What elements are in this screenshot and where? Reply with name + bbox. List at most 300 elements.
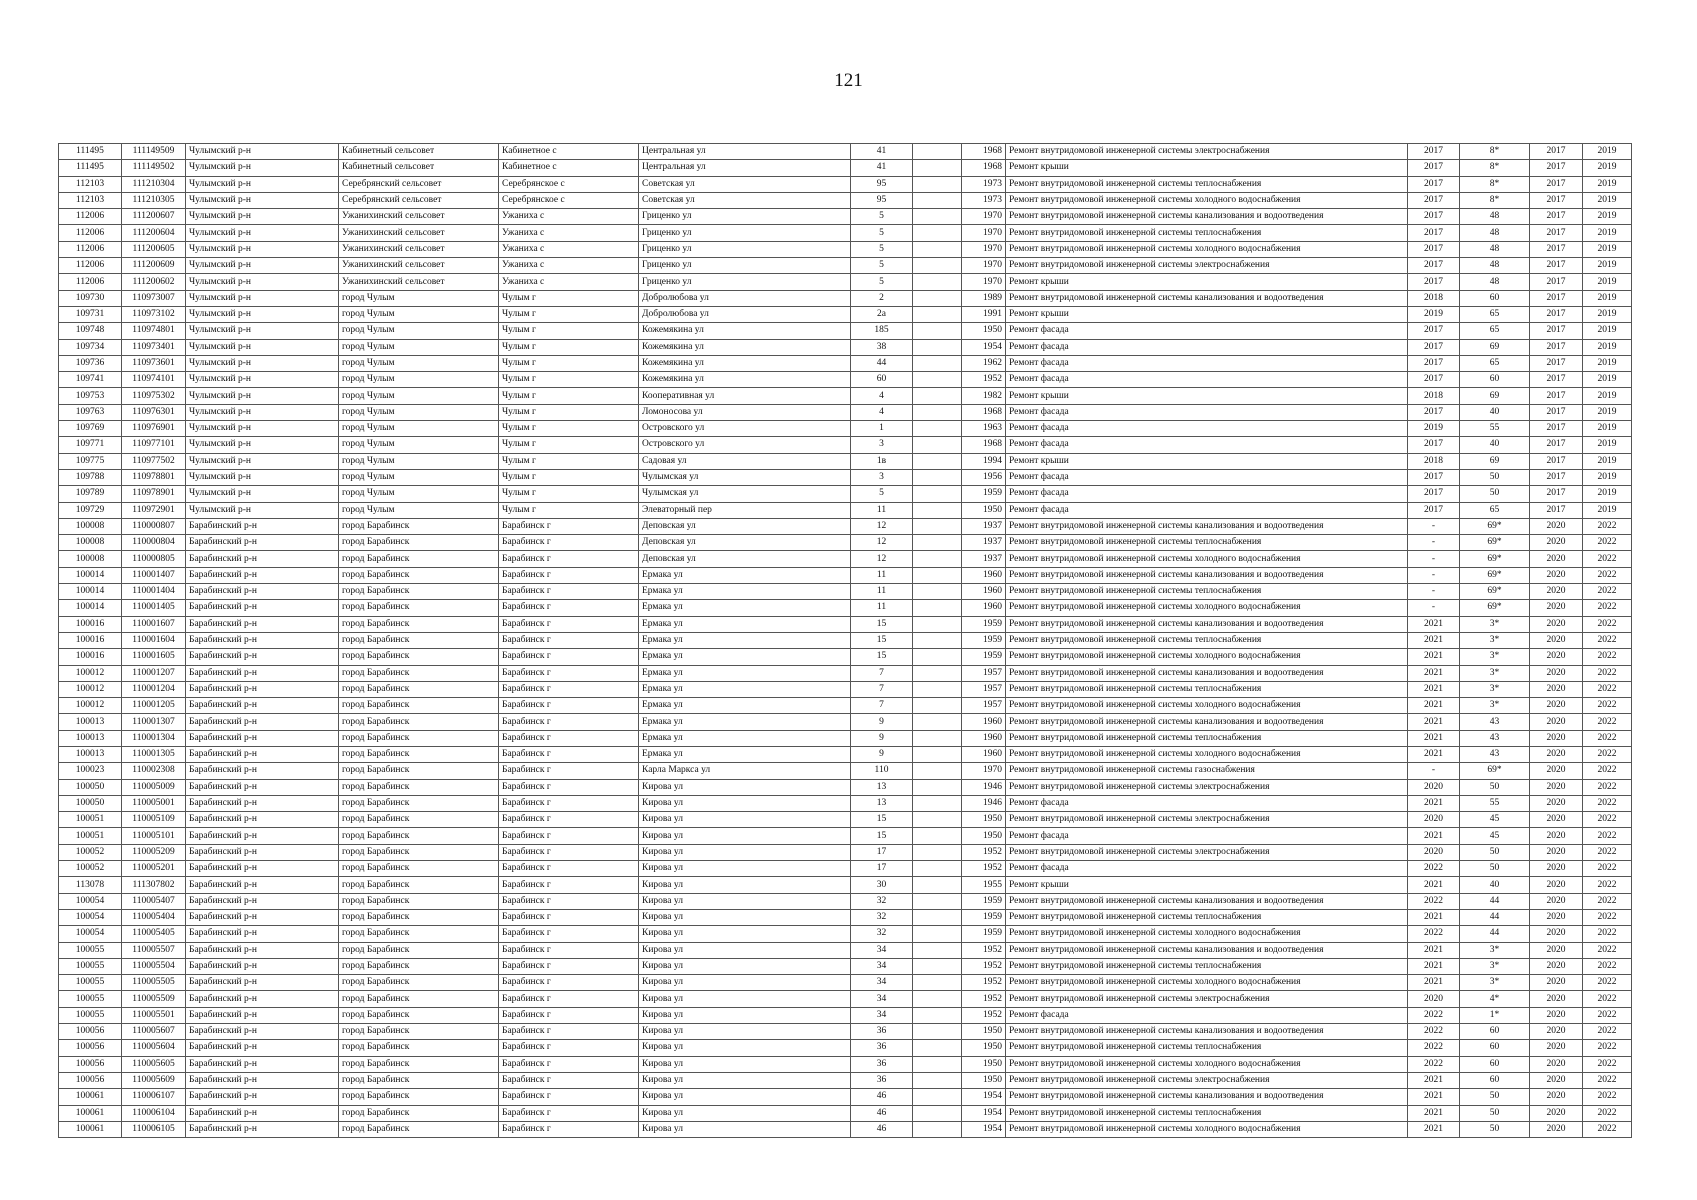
cell-building (913, 290, 962, 306)
cell-wear-percent: 55 (1460, 421, 1530, 437)
cell-wear-percent: 55 (1460, 795, 1530, 811)
cell-year-built: 1960 (962, 584, 1006, 600)
cell-settlement: Чулым г (499, 486, 639, 502)
cell-building (913, 1089, 962, 1105)
cell-settlement: Чулым г (499, 372, 639, 388)
cell-planned-year: 2021 (1408, 730, 1460, 746)
cell-building (913, 1040, 962, 1056)
cell-year-built: 1937 (962, 535, 1006, 551)
cell-wear-percent: 60 (1460, 1024, 1530, 1040)
cell-municipality: город Барабинск (339, 1105, 499, 1121)
cell-house-id: 100050 (59, 779, 122, 795)
table-row (59, 1105, 1632, 1121)
cell-planned-year: 2017 (1408, 486, 1460, 502)
cell-wear-percent: 48 (1460, 274, 1530, 290)
cell-year-built: 1950 (962, 1072, 1006, 1088)
cell-work-type: Ремонт внутридомовой инженерной системы канализования и водоотведения (1006, 209, 1408, 225)
cell-house-number: 15 (851, 812, 913, 828)
cell-house-number: 5 (851, 274, 913, 290)
table-row (59, 192, 1632, 208)
cell-planned-year: 2018 (1408, 388, 1460, 404)
cell-work-type: Ремонт внутридомовой инженерной системы электроснабжения (1006, 779, 1408, 795)
table-row (59, 844, 1632, 860)
table-row (59, 339, 1632, 355)
cell-wear-percent: 48 (1460, 225, 1530, 241)
cell-house-number: 30 (851, 877, 913, 893)
cell-work-type: Ремонт внутридомовой инженерной системы канализования и водоотведения (1006, 893, 1408, 909)
cell-municipality: город Барабинск (339, 681, 499, 697)
cell-settlement: Кабинетное с (499, 144, 639, 160)
cell-work-id: 110005509 (122, 991, 186, 1007)
cell-wear-percent: 50 (1460, 1089, 1530, 1105)
cell-planned-year: 2021 (1408, 649, 1460, 665)
cell-planned-year: - (1408, 535, 1460, 551)
table-row (59, 942, 1632, 958)
cell-building (913, 453, 962, 469)
cell-settlement: Барабинск г (499, 681, 639, 697)
cell-house-id: 100013 (59, 714, 122, 730)
cell-house-number: 17 (851, 861, 913, 877)
cell-period-start: 2017 (1530, 339, 1583, 355)
cell-street: Ермака ул (639, 681, 851, 697)
cell-period-end: 2019 (1583, 388, 1632, 404)
cell-house-number: 9 (851, 746, 913, 762)
cell-period-start: 2020 (1530, 991, 1583, 1007)
cell-work-type: Ремонт внутридомовой инженерной системы электроснабжения (1006, 844, 1408, 860)
cell-work-id: 110001304 (122, 730, 186, 746)
cell-year-built: 1970 (962, 274, 1006, 290)
cell-house-id: 109763 (59, 404, 122, 420)
cell-house-id: 100051 (59, 812, 122, 828)
cell-municipality: город Барабинск (339, 616, 499, 632)
cell-house-number: 5 (851, 225, 913, 241)
cell-work-type: Ремонт внутридомовой инженерной системы электроснабжения (1006, 1072, 1408, 1088)
cell-district: Барабинский р-н (186, 518, 339, 534)
cell-period-start: 2017 (1530, 323, 1583, 339)
cell-period-start: 2017 (1530, 355, 1583, 371)
cell-street: Кирова ул (639, 1040, 851, 1056)
cell-work-type: Ремонт внутридомовой инженерной системы теплоснабжения (1006, 535, 1408, 551)
cell-work-type: Ремонт внутридомовой инженерной системы теплоснабжения (1006, 681, 1408, 697)
cell-settlement: Барабинск г (499, 1056, 639, 1072)
cell-year-built: 1994 (962, 453, 1006, 469)
cell-work-type: Ремонт внутридомовой инженерной системы теплоснабжения (1006, 176, 1408, 192)
cell-house-number: 95 (851, 192, 913, 208)
cell-work-id: 110978901 (122, 486, 186, 502)
cell-wear-percent: 69* (1460, 518, 1530, 534)
table-row (59, 763, 1632, 779)
cell-building (913, 893, 962, 909)
cell-year-built: 1954 (962, 1105, 1006, 1121)
cell-building (913, 649, 962, 665)
cell-year-built: 1950 (962, 1024, 1006, 1040)
cell-wear-percent: 43 (1460, 730, 1530, 746)
cell-wear-percent: 3* (1460, 616, 1530, 632)
cell-municipality: Ужанихинский сельсовет (339, 209, 499, 225)
cell-building (913, 404, 962, 420)
cell-street: Кирова ул (639, 942, 851, 958)
cell-street: Кирова ул (639, 1105, 851, 1121)
table-row (59, 372, 1632, 388)
cell-municipality: Серебрянский сельсовет (339, 176, 499, 192)
cell-planned-year: - (1408, 584, 1460, 600)
cell-work-id: 110005507 (122, 942, 186, 958)
cell-year-built: 1952 (962, 861, 1006, 877)
cell-district: Барабинский р-н (186, 632, 339, 648)
cell-street: Кирова ул (639, 812, 851, 828)
cell-house-number: 13 (851, 779, 913, 795)
cell-work-type: Ремонт фасада (1006, 421, 1408, 437)
cell-building (913, 909, 962, 925)
cell-period-end: 2022 (1583, 632, 1632, 648)
cell-year-built: 1959 (962, 616, 1006, 632)
cell-period-end: 2022 (1583, 649, 1632, 665)
cell-district: Чулымский р-н (186, 306, 339, 322)
cell-street: Островского ул (639, 421, 851, 437)
cell-district: Барабинский р-н (186, 1007, 339, 1023)
cell-house-number: 41 (851, 160, 913, 176)
cell-street: Добролюбова ул (639, 306, 851, 322)
cell-settlement: Чулым г (499, 290, 639, 306)
cell-settlement: Чулым г (499, 323, 639, 339)
table-row (59, 681, 1632, 697)
table-body (59, 144, 1632, 1138)
table-row (59, 795, 1632, 811)
cell-settlement: Барабинск г (499, 714, 639, 730)
cell-year-built: 1956 (962, 469, 1006, 485)
cell-house-number: 36 (851, 1056, 913, 1072)
cell-house-number: 1в (851, 453, 913, 469)
cell-house-id: 100023 (59, 763, 122, 779)
cell-district: Барабинский р-н (186, 861, 339, 877)
cell-district: Чулымский р-н (186, 502, 339, 518)
table-row (59, 958, 1632, 974)
cell-work-id: 110005605 (122, 1056, 186, 1072)
cell-year-built: 1959 (962, 893, 1006, 909)
table-row (59, 975, 1632, 991)
cell-planned-year: 2021 (1408, 665, 1460, 681)
cell-house-number: 17 (851, 844, 913, 860)
cell-building (913, 1072, 962, 1088)
cell-house-number: 1 (851, 421, 913, 437)
cell-street: Ермака ул (639, 616, 851, 632)
cell-work-id: 110005201 (122, 861, 186, 877)
cell-district: Барабинский р-н (186, 844, 339, 860)
cell-period-end: 2019 (1583, 258, 1632, 274)
cell-planned-year: - (1408, 567, 1460, 583)
cell-district: Барабинский р-н (186, 600, 339, 616)
cell-planned-year: 2021 (1408, 1072, 1460, 1088)
cell-wear-percent: 50 (1460, 861, 1530, 877)
cell-house-id: 100008 (59, 518, 122, 534)
cell-period-start: 2020 (1530, 665, 1583, 681)
cell-wear-percent: 8* (1460, 144, 1530, 160)
cell-period-start: 2020 (1530, 584, 1583, 600)
cell-street: Деповская ул (639, 518, 851, 534)
cell-house-number: 95 (851, 176, 913, 192)
cell-settlement: Барабинск г (499, 763, 639, 779)
cell-planned-year: 2019 (1408, 306, 1460, 322)
cell-house-number: 12 (851, 535, 913, 551)
table-row (59, 437, 1632, 453)
cell-period-end: 2022 (1583, 1089, 1632, 1105)
cell-planned-year: 2020 (1408, 779, 1460, 795)
cell-house-id: 100061 (59, 1089, 122, 1105)
cell-street: Кирова ул (639, 779, 851, 795)
cell-wear-percent: 65 (1460, 306, 1530, 322)
cell-work-type: Ремонт крыши (1006, 453, 1408, 469)
cell-settlement: Барабинск г (499, 926, 639, 942)
cell-year-built: 1955 (962, 877, 1006, 893)
cell-house-number: 11 (851, 600, 913, 616)
cell-period-start: 2017 (1530, 306, 1583, 322)
cell-municipality: город Барабинск (339, 942, 499, 958)
cell-work-type: Ремонт внутридомовой инженерной системы канализования и водоотведения (1006, 1024, 1408, 1040)
cell-year-built: 1952 (962, 958, 1006, 974)
cell-wear-percent: 43 (1460, 746, 1530, 762)
cell-house-id: 100016 (59, 616, 122, 632)
cell-year-built: 1963 (962, 421, 1006, 437)
cell-building (913, 421, 962, 437)
cell-year-built: 1973 (962, 192, 1006, 208)
cell-street: Ермака ул (639, 698, 851, 714)
cell-municipality: город Барабинск (339, 795, 499, 811)
cell-district: Барабинский р-н (186, 746, 339, 762)
cell-wear-percent: 69* (1460, 551, 1530, 567)
cell-district: Чулымский р-н (186, 225, 339, 241)
cell-street: Кожемякина ул (639, 323, 851, 339)
cell-work-id: 110005505 (122, 975, 186, 991)
cell-settlement: Барабинск г (499, 909, 639, 925)
cell-building (913, 502, 962, 518)
cell-municipality: город Барабинск (339, 1007, 499, 1023)
cell-year-built: 1982 (962, 388, 1006, 404)
cell-period-start: 2017 (1530, 469, 1583, 485)
cell-municipality: город Чулым (339, 421, 499, 437)
cell-municipality: город Чулым (339, 323, 499, 339)
cell-wear-percent: 50 (1460, 779, 1530, 795)
cell-work-type: Ремонт внутридомовой инженерной системы электроснабжения (1006, 812, 1408, 828)
cell-house-number: 2 (851, 290, 913, 306)
cell-period-start: 2020 (1530, 518, 1583, 534)
cell-house-id: 100008 (59, 551, 122, 567)
cell-period-end: 2022 (1583, 567, 1632, 583)
cell-building (913, 861, 962, 877)
table-row (59, 518, 1632, 534)
cell-district: Барабинский р-н (186, 926, 339, 942)
cell-settlement: Кабинетное с (499, 160, 639, 176)
cell-municipality: Кабинетный сельсовет (339, 144, 499, 160)
cell-year-built: 1960 (962, 567, 1006, 583)
cell-year-built: 1950 (962, 323, 1006, 339)
cell-period-end: 2019 (1583, 486, 1632, 502)
cell-work-type: Ремонт фасада (1006, 323, 1408, 339)
cell-work-type: Ремонт внутридомовой инженерной системы холодного водоснабжения (1006, 649, 1408, 665)
cell-work-type: Ремонт фасада (1006, 437, 1408, 453)
cell-district: Чулымский р-н (186, 355, 339, 371)
cell-district: Барабинский р-н (186, 812, 339, 828)
cell-year-built: 1952 (962, 991, 1006, 1007)
cell-period-start: 2020 (1530, 600, 1583, 616)
cell-municipality: город Барабинск (339, 1056, 499, 1072)
cell-building (913, 665, 962, 681)
cell-municipality: город Барабинск (339, 730, 499, 746)
cell-wear-percent: 69* (1460, 600, 1530, 616)
cell-planned-year: 2017 (1408, 469, 1460, 485)
cell-house-id: 100056 (59, 1024, 122, 1040)
cell-period-start: 2017 (1530, 241, 1583, 257)
cell-district: Чулымский р-н (186, 160, 339, 176)
cell-building (913, 192, 962, 208)
cell-period-start: 2020 (1530, 877, 1583, 893)
cell-settlement: Барабинск г (499, 1040, 639, 1056)
cell-municipality: Ужанихинский сельсовет (339, 241, 499, 257)
cell-work-type: Ремонт фасада (1006, 1007, 1408, 1023)
table-row (59, 258, 1632, 274)
cell-district: Барабинский р-н (186, 893, 339, 909)
cell-planned-year: 2017 (1408, 209, 1460, 225)
cell-work-type: Ремонт крыши (1006, 274, 1408, 290)
cell-year-built: 1960 (962, 714, 1006, 730)
cell-building (913, 160, 962, 176)
table-row (59, 469, 1632, 485)
cell-street: Ермака ул (639, 649, 851, 665)
cell-period-end: 2022 (1583, 535, 1632, 551)
cell-house-number: 36 (851, 1040, 913, 1056)
cell-district: Барабинский р-н (186, 649, 339, 665)
cell-house-number: 46 (851, 1089, 913, 1105)
cell-period-start: 2017 (1530, 258, 1583, 274)
cell-house-id: 112103 (59, 176, 122, 192)
cell-period-end: 2019 (1583, 144, 1632, 160)
cell-settlement: Чулым г (499, 437, 639, 453)
cell-period-end: 2022 (1583, 746, 1632, 762)
cell-building (913, 1024, 962, 1040)
cell-wear-percent: 69* (1460, 567, 1530, 583)
cell-period-end: 2019 (1583, 274, 1632, 290)
cell-work-id: 110973401 (122, 339, 186, 355)
cell-wear-percent: 3* (1460, 975, 1530, 991)
cell-municipality: город Чулым (339, 372, 499, 388)
cell-municipality: город Барабинск (339, 861, 499, 877)
cell-work-type: Ремонт внутридомовой инженерной системы канализования и водоотведения (1006, 616, 1408, 632)
cell-period-start: 2017 (1530, 404, 1583, 420)
cell-district: Барабинский р-н (186, 877, 339, 893)
cell-work-type: Ремонт фасада (1006, 861, 1408, 877)
table-row (59, 486, 1632, 502)
cell-wear-percent: 50 (1460, 469, 1530, 485)
cell-street: Кирова ул (639, 1024, 851, 1040)
cell-house-id: 109734 (59, 339, 122, 355)
cell-period-start: 2020 (1530, 861, 1583, 877)
cell-settlement: Барабинск г (499, 861, 639, 877)
cell-work-id: 110977101 (122, 437, 186, 453)
cell-district: Барабинский р-н (186, 975, 339, 991)
cell-municipality: город Барабинск (339, 567, 499, 583)
cell-house-id: 109788 (59, 469, 122, 485)
cell-work-id: 110976301 (122, 404, 186, 420)
cell-house-number: 2а (851, 306, 913, 322)
cell-period-end: 2022 (1583, 975, 1632, 991)
cell-work-id: 110973007 (122, 290, 186, 306)
cell-year-built: 1968 (962, 437, 1006, 453)
cell-street: Кожемякина ул (639, 372, 851, 388)
cell-planned-year: 2020 (1408, 844, 1460, 860)
cell-planned-year: 2017 (1408, 339, 1460, 355)
cell-work-type: Ремонт внутридомовой инженерной системы канализования и водоотведения (1006, 714, 1408, 730)
cell-work-type: Ремонт внутридомовой инженерной системы холодного водоснабжения (1006, 1056, 1408, 1072)
cell-municipality: город Барабинск (339, 649, 499, 665)
cell-settlement: Барабинск г (499, 893, 639, 909)
cell-year-built: 1960 (962, 746, 1006, 762)
cell-work-type: Ремонт фасада (1006, 469, 1408, 485)
cell-work-type: Ремонт внутридомовой инженерной системы холодного водоснабжения (1006, 746, 1408, 762)
cell-settlement: Барабинск г (499, 551, 639, 567)
cell-planned-year: 2021 (1408, 698, 1460, 714)
cell-house-number: 60 (851, 372, 913, 388)
cell-district: Чулымский р-н (186, 437, 339, 453)
table-row (59, 551, 1632, 567)
cell-planned-year: - (1408, 763, 1460, 779)
cell-planned-year: 2022 (1408, 1024, 1460, 1040)
table-row (59, 1089, 1632, 1105)
cell-work-type: Ремонт внутридомовой инженерной системы канализования и водоотведения (1006, 290, 1408, 306)
cell-wear-percent: 8* (1460, 160, 1530, 176)
cell-work-type: Ремонт внутридомовой инженерной системы холодного водоснабжения (1006, 192, 1408, 208)
cell-street: Гриценко ул (639, 209, 851, 225)
cell-planned-year: 2022 (1408, 1007, 1460, 1023)
cell-wear-percent: 48 (1460, 209, 1530, 225)
cell-house-id: 109753 (59, 388, 122, 404)
cell-year-built: 1946 (962, 795, 1006, 811)
cell-work-type: Ремонт крыши (1006, 160, 1408, 176)
cell-house-number: 13 (851, 795, 913, 811)
cell-period-end: 2022 (1583, 909, 1632, 925)
cell-house-id: 109771 (59, 437, 122, 453)
cell-planned-year: 2017 (1408, 274, 1460, 290)
cell-house-number: 34 (851, 991, 913, 1007)
table-row (59, 1056, 1632, 1072)
cell-house-id: 112006 (59, 274, 122, 290)
cell-municipality: город Барабинск (339, 600, 499, 616)
cell-house-id: 100056 (59, 1040, 122, 1056)
cell-district: Барабинский р-н (186, 1024, 339, 1040)
cell-period-end: 2022 (1583, 991, 1632, 1007)
cell-street: Ломоносова ул (639, 404, 851, 420)
cell-district: Чулымский р-н (186, 176, 339, 192)
cell-house-number: 15 (851, 828, 913, 844)
cell-settlement: Барабинск г (499, 567, 639, 583)
cell-house-id: 100055 (59, 958, 122, 974)
cell-municipality: город Чулым (339, 502, 499, 518)
cell-district: Барабинский р-н (186, 828, 339, 844)
cell-district: Чулымский р-н (186, 421, 339, 437)
cell-house-number: 15 (851, 649, 913, 665)
cell-settlement: Серебрянское с (499, 176, 639, 192)
cell-work-id: 110972901 (122, 502, 186, 518)
cell-year-built: 1959 (962, 649, 1006, 665)
cell-work-id: 110001405 (122, 600, 186, 616)
cell-house-number: 4 (851, 404, 913, 420)
cell-house-id: 100061 (59, 1105, 122, 1121)
cell-street: Кирова ул (639, 958, 851, 974)
cell-planned-year: 2017 (1408, 258, 1460, 274)
cell-period-end: 2022 (1583, 795, 1632, 811)
cell-wear-percent: 69* (1460, 763, 1530, 779)
cell-work-id: 110005109 (122, 812, 186, 828)
cell-municipality: Ужанихинский сельсовет (339, 225, 499, 241)
cell-settlement: Барабинск г (499, 746, 639, 762)
